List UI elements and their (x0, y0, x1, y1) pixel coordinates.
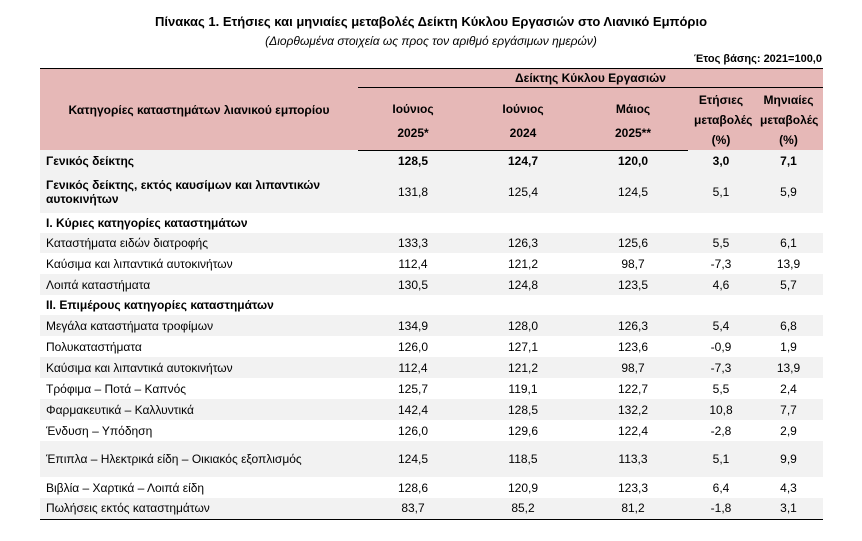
cell-annual-change: -7,3 (688, 357, 754, 378)
row-label: Λοιπά καταστήματα (40, 274, 358, 295)
cell-june-2025: 126,0 (397, 339, 429, 354)
table-row (40, 274, 823, 295)
cell-may-2025: 81,2 (578, 498, 688, 519)
cell-june-2024: 124,7 (468, 150, 578, 171)
cell-june-2024: 128,5 (468, 399, 578, 420)
col-june-2024-month: Ιούνιος (468, 88, 578, 122)
cell-june-2025: 134,9 (358, 315, 468, 336)
cell-june-2025: 128,5 (358, 150, 468, 171)
section-label: ΙΙ. Επιμέρους κατηγορίες καταστημάτων (46, 298, 274, 312)
row-label: Τρόφιμα – Ποτά – Καπνός (46, 381, 187, 396)
cell-monthly-change: 3,1 (754, 498, 823, 519)
cell-monthly-change: 5,9 (754, 171, 823, 213)
cell-june-2024: 120,9 (507, 480, 539, 495)
table-row (40, 399, 823, 420)
cell-may-2025: 123,3 (617, 480, 649, 495)
col-june-2025-month: Ιούνιος (358, 88, 468, 122)
row-label: Γενικός δείκτης, εκτός καυσίμων και λιπαντικών αυτοκινήτων (40, 171, 358, 213)
cell-june-2024: 119,1 (508, 381, 538, 396)
table-row (40, 420, 823, 441)
cell-june-2025: 131,8 (358, 171, 468, 213)
cell-june-2024: 126,3 (468, 233, 578, 253)
cell-june-2024: 128,0 (468, 315, 578, 336)
cell-may-2025: 98,7 (578, 357, 688, 378)
cell-june-2025: 112,4 (398, 256, 428, 271)
table-row (40, 233, 823, 253)
cell-annual-change: 5,4 (688, 315, 754, 336)
table-row (40, 253, 823, 274)
cell-monthly-change: 13,9 (754, 357, 823, 378)
cell-june-2024: 129,6 (507, 423, 539, 438)
cell-june-2025: 142,4 (358, 399, 468, 420)
index-group-header: Δείκτης Κύκλου Εργασιών (358, 69, 823, 88)
cell-monthly-change: 2,4 (780, 381, 797, 396)
cell-may-2025: 98,7 (621, 256, 645, 271)
cell-june-2025: 83,7 (358, 498, 468, 519)
cell-annual-change: 5,1 (688, 441, 754, 477)
table-row (40, 477, 823, 498)
cell-june-2025: 126,0 (397, 423, 429, 438)
cell-june-2024: 85,2 (468, 498, 578, 519)
cell-june-2024: 127,1 (507, 339, 539, 354)
row-label: Ένδυση – Υπόδηση (46, 423, 153, 438)
cell-monthly-change: 6,8 (754, 315, 823, 336)
cell-annual-change: 10,8 (688, 399, 754, 420)
table-row (40, 336, 823, 357)
row-label: Γενικός δείκτης (40, 150, 358, 171)
cell-june-2025: 130,5 (358, 274, 468, 295)
row-label: Μεγάλα καταστήματα τροφίμων (40, 315, 358, 336)
table-row-general-index (40, 150, 823, 171)
cell-may-2025: 120,0 (578, 150, 688, 171)
cell-may-2025: 126,3 (578, 315, 688, 336)
cell-june-2025: 128,6 (397, 480, 429, 495)
col-may-2025-month: Μάιος (578, 88, 688, 122)
cell-june-2025: 125,7 (397, 381, 429, 396)
col-june-2025-year: 2025* (358, 121, 468, 150)
cell-annual-change: 5,5 (688, 233, 754, 253)
cell-annual-change: -2,8 (710, 423, 732, 438)
col-annual-line2: μεταβολές (694, 113, 753, 127)
table-row (40, 357, 823, 378)
table-row (40, 441, 823, 477)
row-label: Έπιπλα – Ηλεκτρικά είδη – Οικιακός εξοπλισμός (40, 441, 358, 477)
category-column-header: Κατηγορίες καταστημάτων λιανικού εμπορίου (40, 69, 358, 151)
section-label: Ι. Κύριες κατηγορίες καταστημάτων (46, 216, 248, 230)
retail-turnover-table (40, 68, 823, 520)
cell-may-2025: 122,4 (617, 423, 649, 438)
cell-monthly-change: 6,1 (754, 233, 823, 253)
cell-monthly-change: 5,7 (754, 274, 823, 295)
cell-may-2025: 124,5 (578, 171, 688, 213)
cell-may-2025: 132,2 (578, 399, 688, 420)
row-label: Καύσιμα και λιπαντικά αυτοκινήτων (40, 357, 358, 378)
cell-annual-change: -7,3 (710, 256, 732, 271)
cell-may-2025: 123,5 (578, 274, 688, 295)
row-label: Καταστήματα ειδών διατροφής (40, 233, 358, 253)
cell-may-2025: 113,3 (578, 441, 688, 477)
base-year-note: Έτος βάσης: 2021=100,0 (693, 53, 822, 65)
cell-annual-change: -0,9 (710, 339, 732, 354)
cell-monthly-change: 4,3 (780, 480, 797, 495)
cell-annual-change: -1,8 (688, 498, 754, 519)
col-monthly-change-header (754, 88, 823, 151)
cell-june-2024: 121,2 (507, 256, 539, 271)
cell-monthly-change: 13,9 (776, 256, 801, 271)
table-row (40, 498, 823, 519)
cell-monthly-change: 7,7 (754, 399, 823, 420)
cell-may-2025: 123,6 (617, 339, 649, 354)
col-may-2025-year: 2025** (578, 121, 688, 150)
col-annual-change-header (688, 88, 754, 151)
cell-monthly-change: 2,9 (780, 423, 797, 438)
table-row (40, 315, 823, 336)
col-monthly-line3: (%) (779, 133, 798, 147)
row-label: Καύσιμα και λιπαντικά αυτοκινήτων (46, 256, 233, 271)
row-label: Φαρμακευτικά – Καλλυντικά (40, 399, 358, 420)
cell-monthly-change: 9,9 (754, 441, 823, 477)
table-title: Πίνακας 1. Ετήσιες και μηνιαίες μεταβολές Δείκτη Κύκλου Εργασιών στο Λιανικό Εμπόριο (154, 14, 708, 29)
col-annual-line1: Ετήσιες (698, 93, 744, 107)
col-monthly-line1: Μηνιαίες (763, 93, 814, 107)
row-label: Πολυκαταστήματα (46, 339, 142, 354)
cell-june-2024: 124,8 (468, 274, 578, 295)
col-monthly-line2: μεταβολές (760, 113, 819, 127)
col-annual-line3: (%) (711, 133, 731, 147)
cell-annual-change: 3,0 (688, 150, 754, 171)
cell-annual-change: 5,1 (688, 171, 754, 213)
cell-june-2024: 125,4 (468, 171, 578, 213)
cell-june-2024: 121,2 (468, 357, 578, 378)
cell-annual-change: 5,5 (712, 381, 730, 396)
cell-annual-change: 6,4 (712, 480, 730, 495)
table-row-section-secondary (40, 295, 823, 315)
row-label: Βιβλία – Χαρτικά – Λοιπά είδη (46, 480, 205, 495)
row-label: Πωλήσεις εκτός καταστημάτων (40, 498, 358, 519)
cell-monthly-change: 7,1 (754, 150, 823, 171)
cell-may-2025: 125,6 (578, 233, 688, 253)
cell-annual-change: 4,6 (688, 274, 754, 295)
cell-june-2024: 118,5 (468, 441, 578, 477)
cell-june-2025: 124,5 (358, 441, 468, 477)
col-june-2024-year: 2024 (468, 121, 578, 150)
table-subtitle: (Διορθωμένα στοιχεία ως προς τον αριθμό εργάσιμων ημερών) (265, 34, 597, 48)
table-row-general-excl-fuel (40, 171, 823, 213)
table-row-section-main (40, 213, 823, 233)
table-row (40, 378, 823, 399)
cell-monthly-change: 1,9 (780, 339, 797, 354)
cell-may-2025: 122,7 (617, 381, 649, 396)
cell-june-2025: 112,4 (358, 357, 468, 378)
cell-june-2025: 133,3 (358, 233, 468, 253)
